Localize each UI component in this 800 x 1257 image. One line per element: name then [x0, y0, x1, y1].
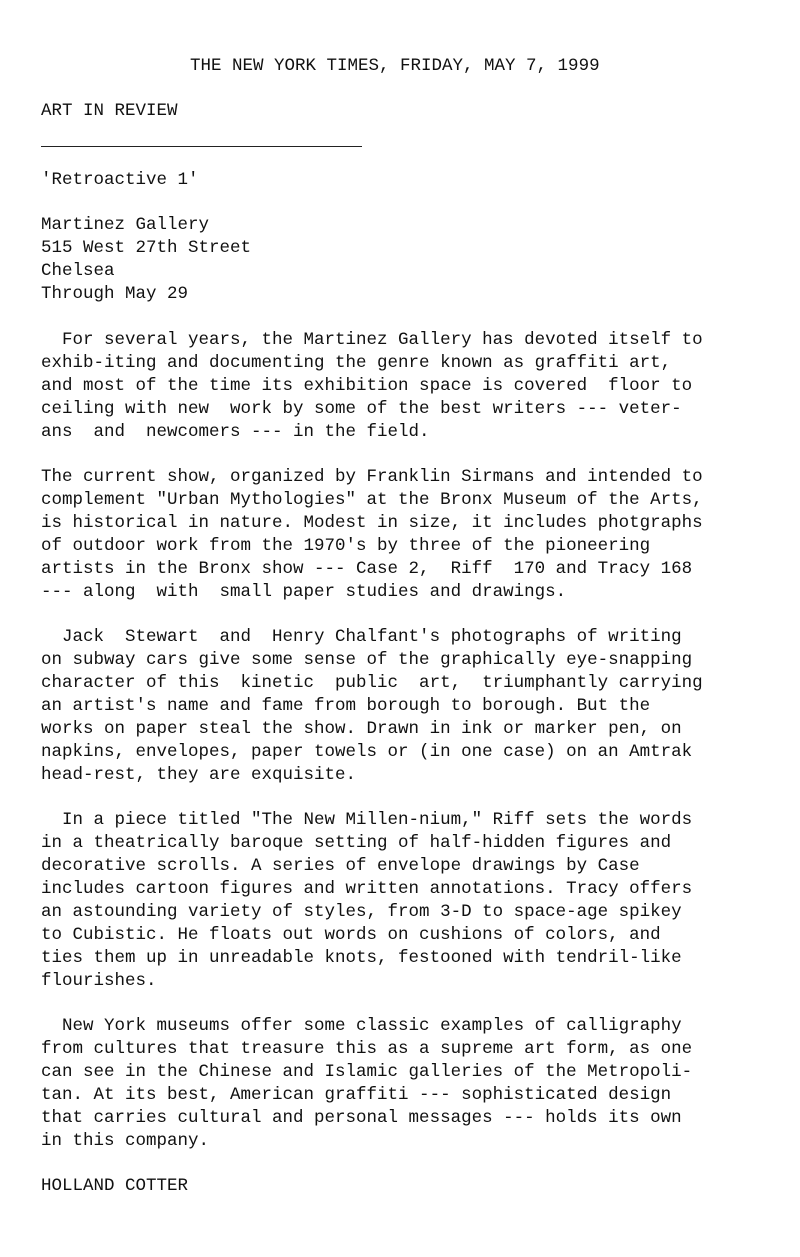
paragraph-line: tan. At its best, American graffiti --- sophisticated design: [41, 1085, 672, 1105]
paragraph-line: to Cubistic. He floats out words on cushions of colors, and: [41, 925, 661, 945]
paragraph-line: in a theatrically baroque setting of half-hidden figures and: [41, 833, 672, 853]
paragraph-line: from cultures that treasure this as a supreme art form, as one: [41, 1039, 693, 1059]
exhibition-dates: Through May 29: [41, 284, 189, 304]
paragraph-line: napkins, envelopes, paper towels or (in one case) on an Amtrak: [41, 742, 693, 762]
paragraph-line: includes cartoon figures and written annotations. Tracy offers: [41, 879, 693, 899]
paragraph-line: in this company.: [41, 1131, 210, 1151]
paragraph-line: an artist's name and fame from borough to borough. But the: [41, 696, 651, 716]
byline: HOLLAND COTTER: [41, 1176, 189, 1196]
paragraph-line: In a piece titled "The New Millen-nium," Riff sets the words: [41, 810, 693, 830]
section-heading: ART IN REVIEW: [41, 101, 178, 121]
paragraph-line: on subway cars give some sense of the graphically eye-snapping: [41, 650, 693, 670]
paragraph-line: ans and newcomers --- in the field.: [41, 422, 430, 442]
paragraph-line: complement "Urban Mythologies" at the Bronx Museum of the Arts,: [41, 490, 703, 510]
paragraph-line: flourishes.: [41, 971, 157, 991]
exhibition-neighborhood: Chelsea: [41, 261, 115, 281]
paragraph-line: ceiling with new work by some of the best writers --- veter-: [41, 399, 682, 419]
paragraph-line: is historical in nature. Modest in size, it includes photgraphs: [41, 513, 703, 533]
paragraph-line: and most of the time its exhibition space is covered floor to: [41, 376, 693, 396]
paragraph-line: an astounding variety of styles, from 3-D to space-age spikey: [41, 902, 682, 922]
paragraph-line: of outdoor work from the 1970's by three of the pioneering: [41, 536, 651, 556]
paragraph-line: can see in the Chinese and Islamic galleries of the Metropoli-: [41, 1062, 693, 1082]
paragraph-line: Jack Stewart and Henry Chalfant's photographs of writing: [41, 627, 682, 647]
dateline: THE NEW YORK TIMES, FRIDAY, MAY 7, 1999: [190, 56, 600, 76]
section-rule: [41, 146, 362, 147]
paragraph-line: artists in the Bronx show --- Case 2, Riff 170 and Tracy 168: [41, 559, 693, 579]
paragraph-line: head-rest, they are exquisite.: [41, 765, 357, 785]
exhibition-address: 515 West 27th Street: [41, 238, 252, 258]
paragraph-line: For several years, the Martinez Gallery has devoted itself to: [41, 330, 703, 350]
paragraph-line: exhib-iting and documenting the genre known as graffiti art,: [41, 353, 672, 373]
paragraph-line: decorative scrolls. A series of envelope drawings by Case: [41, 856, 640, 876]
paragraph-line: New York museums offer some classic examples of calligraphy: [41, 1016, 682, 1036]
exhibition-title: 'Retroactive 1': [41, 170, 199, 190]
paragraph-line: that carries cultural and personal messages --- holds its own: [41, 1108, 682, 1128]
exhibition-venue: Martinez Gallery: [41, 215, 210, 235]
paragraph-line: ties them up in unreadable knots, festooned with tendril-like: [41, 948, 682, 968]
paragraph-line: --- along with small paper studies and drawings.: [41, 582, 567, 602]
paragraph-line: The current show, organized by Franklin Sirmans and intended to: [41, 467, 703, 487]
paragraph-line: works on paper steal the show. Drawn in ink or marker pen, on: [41, 719, 682, 739]
paragraph-line: character of this kinetic public art, triumphantly carrying: [41, 673, 703, 693]
